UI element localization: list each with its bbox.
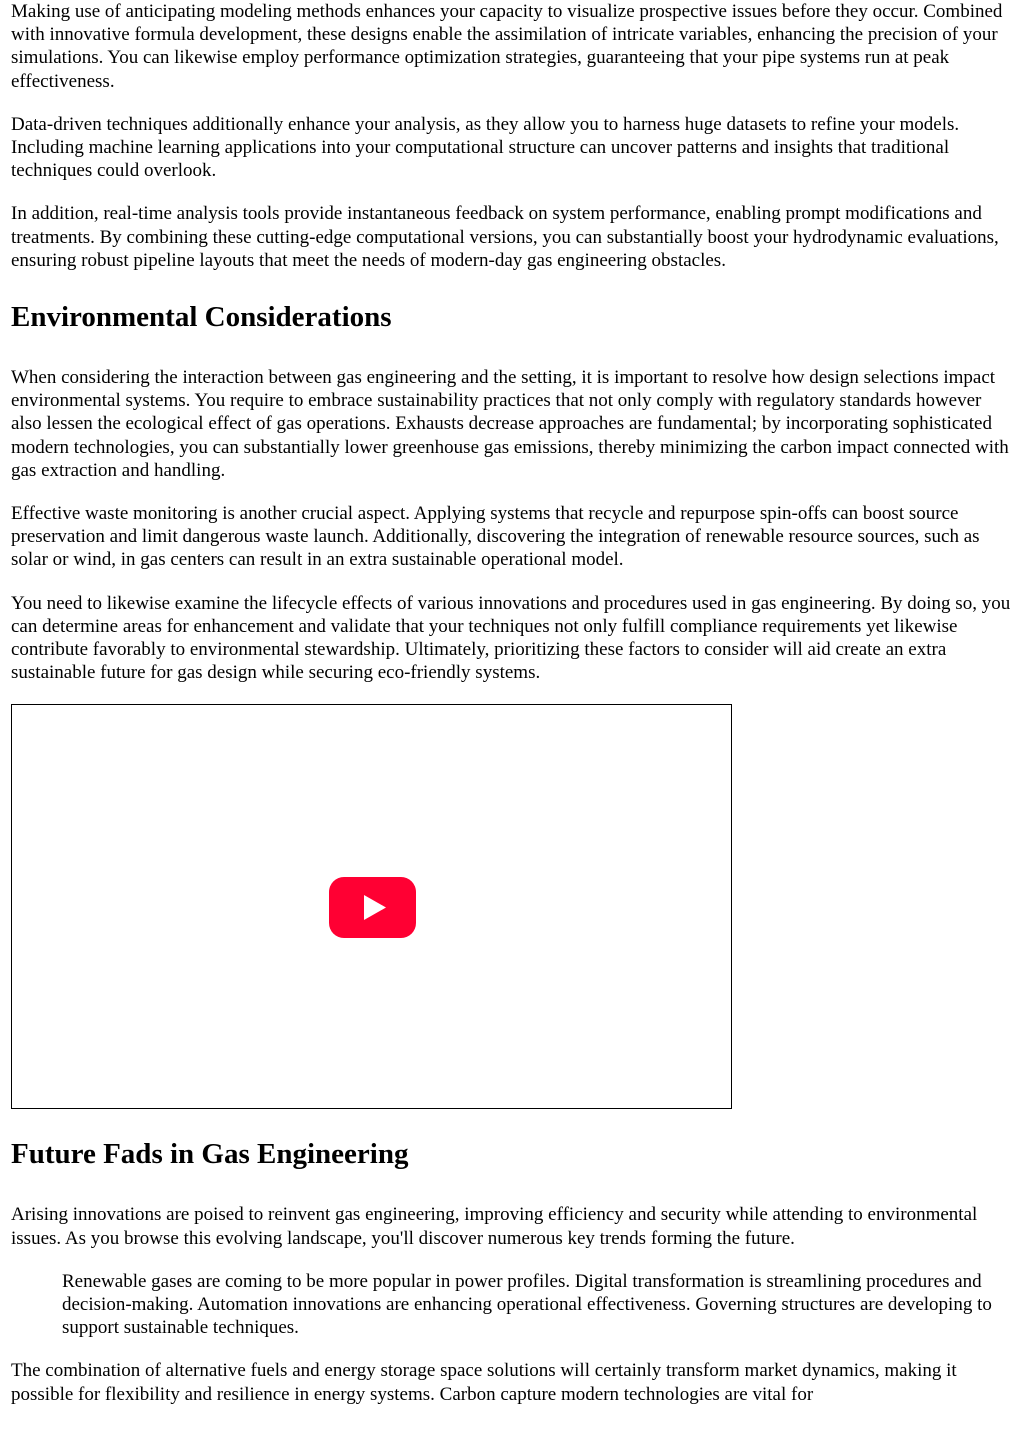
embedded-video[interactable] xyxy=(11,704,732,1109)
paragraph-future-closing: The combination of alternative fuels and energy storage space solutions will certainly transform market dynamics, making it possible for flexibility and resilience in energy systems. Carbon capture modern technologies are vital for xyxy=(11,1360,957,1405)
paragraph-real-time-analysis: In addition, real-time analysis tools provide instantaneous feedback on system performance, enabling prompt modifications and treatments. By combining these cutting-edge computational versions, you can substantially boost your hydrodynamic evaluations, ensuring robust pipeline layouts that meet the needs of modern-day gas engineering obstacles. xyxy=(11,203,999,271)
paragraph-predictive-modeling: Making use of anticipating modeling methods enhances your capacity to visualize prospective issues before they occur. Combined with innovative formula development, these designs enable the assimilation of intricate variables, enhancing the precision of your simulations. You can likewise employ performance optimization strategies, guaranteeing that your pipe systems run at peak effectiveness. xyxy=(11,1,1003,92)
paragraph-waste-monitoring: Effective waste monitoring is another crucial aspect. Applying systems that recycle and repurpose spin-offs can boost source preservation and limit dangerous waste launch. Additionally, discovering the integration of renewable resource sources, such as solar or wind, in gas centers can result in an extra sustainable operational model. xyxy=(11,503,980,571)
youtube-play-icon[interactable] xyxy=(329,877,416,938)
heading-environmental-considerations: Environmental Considerations xyxy=(11,301,392,334)
paragraph-environment-interaction: When considering the interaction between gas engineering and the setting, it is important to resolve how design selections impact environmental systems. You require to embrace sustainability practices that not only comply with regulatory standards however also lessen the ecological effect of gas operations. Exhausts decrease approaches are fundamental; by incorporating sophisticated modern technologies, you can substantially lower greenhouse gas emissions, thereby minimizing the carbon impact connected with gas extraction and handling. xyxy=(11,367,1009,481)
paragraph-future-intro: Arising innovations are poised to reinvent gas engineering, improving efficiency and security while attending to environmental issues. As you browse this evolving landscape, you'll discover numerous key trends forming the future. xyxy=(11,1204,978,1249)
heading-future-fads: Future Fads in Gas Engineering xyxy=(11,1138,409,1171)
quote-trends-text: Renewable gases are coming to be more popular in power profiles. Digital transformation is streamlining procedures and decision-making. Automation innovations are enhancing operational effectiveness. Governing structures are developing to support sustainable techniques. xyxy=(62,1270,992,1339)
paragraph-lifecycle-effects: You need to likewise examine the lifecycle effects of various innovations and procedures used in gas engineering. By doing so, you can determine areas for enhancement and validate that your techniques not only fulfill compliance requirements yet likewise contribute favorably to environmental stewardship. Ultimately, prioritizing these factors to consider will aid create an extra sustainable future for gas design while securing eco-friendly systems. xyxy=(11,592,1011,684)
paragraph-data-driven: Data-driven techniques additionally enhance your analysis, as they allow you to harness huge datasets to refine your models. Including machine learning applications into your computational structure can uncover patterns and insights that traditional techniques could overlook. xyxy=(11,113,960,182)
quote-trends xyxy=(62,1270,1015,1340)
